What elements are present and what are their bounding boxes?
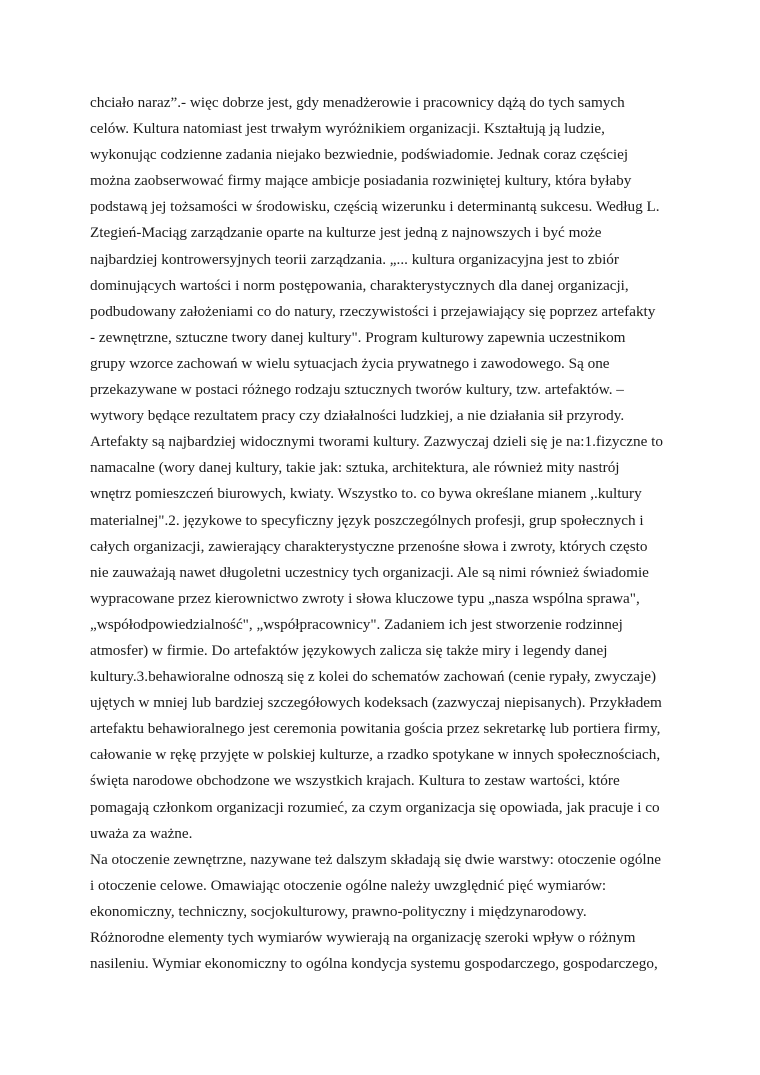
- text-line: artefaktu behawioralnego jest ceremonia powitania gościa przez sekretarkę lub portiera firmy,: [90, 720, 661, 738]
- text-line: celów. Kultura natomiast jest trwałym wyróżnikiem organizacji. Kształtują ją ludzie,: [90, 120, 605, 138]
- text-line: namacalne (wory danej kultury, takie jak: sztuka, architektura, ale również mity nastrój: [90, 459, 620, 477]
- text-line: pomagają członkom organizacji rozumieć, za czym organizacja się opowiada, jak pracuje i co: [90, 798, 660, 816]
- text-line: wytwory będące rezultatem pracy czy działalności ludzkiej, a nie działania sił przyrody.: [90, 407, 625, 425]
- text-line: grupy wzorce zachowań w wielu sytuacjach życia prywatnego i zawodowego. Są one: [90, 354, 610, 372]
- text-line: można zaobserwować firmy mające ambicje posiadania rozwiniętej kultury, która byłaby: [90, 172, 632, 190]
- text-line: Różnorodne elementy tych wymiarów wywierają na organizację szeroki wpływ o różnym: [90, 929, 636, 946]
- text-line: materialnej".2. językowe to specyficzny język poszczególnych profesji, grup społecznych i: [90, 511, 644, 529]
- text-line: chciało naraz”.- więc dobrze jest, gdy menadżerowie i pracownicy dążą do tych samych: [90, 94, 625, 111]
- text-line: wypracowane przez kierownictwo zwroty i słowa kluczowe typu „nasza wspólna sprawa",: [90, 589, 640, 607]
- text-line: nasileniu. Wymiar ekonomiczny to ogólna kondycja systemu gospodarczego, gospodarczego,: [90, 955, 658, 973]
- text-line: - zewnętrzne, sztuczne twory danej kultury". Program kulturowy zapewnia uczestnikom: [90, 328, 626, 346]
- text-line: wykonując codzienne zadania niejako bezwiednie, podświadomie. Jednak coraz częściej: [90, 146, 629, 164]
- text-line: Ztegień-Maciąg zarządzanie oparte na kulturze jest jedną z najnowszych i być może: [90, 224, 602, 242]
- text-line: uważa za ważne.: [90, 824, 193, 842]
- text-line: ekonomiczny, techniczny, socjokulturowy, prawno-polityczny i międzynarodowy.: [90, 902, 587, 920]
- text-line: najbardziej kontrowersyjnych teorii zarządzania. „... kultura organizacyjna jest to zbiór: [90, 250, 619, 268]
- text-line: ujętych w mniej lub bardziej szczegółowych kodeksach (zazwyczaj niepisanych). Przykładem: [90, 694, 662, 712]
- text-line: całych organizacji, zawierający charakterystyczne przenośne słowa i zwroty, których często: [90, 537, 648, 555]
- text-line: kultury.3.behawioralne odnoszą się z kolei do schematów zachowań (cenie rypały, zwyczaje): [90, 668, 657, 686]
- text-line: nie zauważają nawet długoletni uczestnicy tych organizacji. Ale są nimi również świadomie: [90, 563, 649, 581]
- text-line: i otoczenie celowe. Omawiając otoczenie ogólne należy uwzględnić pięć wymiarów:: [90, 876, 607, 894]
- body-text: [90, 90, 690, 977]
- text-line: wnętrz pomieszczeń biurowych, kwiaty. Wszystko to. co bywa określane mianem ,.kultury: [90, 485, 642, 503]
- text-line: święta narodowe obchodzone we wszystkich krajach. Kultura to zestaw wartości, które: [90, 772, 620, 790]
- text-line: podbudowany założeniami co do natury, rzeczywistości i przejawiający się poprzez artefakty: [90, 302, 656, 320]
- text-line: całowanie w rękę przyjęte w polskiej kulturze, a rzadko spotykane w innych społecznościach,: [90, 746, 661, 764]
- text-line: dominujących wartości i norm postępowania, charakterystycznych dla danej organizacji,: [90, 276, 629, 294]
- text-line: „współodpowiedzialność", „współpracownicy". Zadaniem ich jest stworzenie rodzinnej: [90, 615, 623, 633]
- text-line: atmosfer) w firmie. Do artefaktów językowych zalicza się także miry i legendy danej: [90, 641, 608, 659]
- text-line: Na otoczenie zewnętrzne, nazywane też dalszym składają się dwie warstwy: otoczenie ogólne: [90, 850, 661, 868]
- text-line: przekazywane w postaci różnego rodzaju sztucznych tworów kultury, tzw. artefaktów. –: [90, 381, 624, 399]
- text-line: Artefakty są najbardziej widocznymi tworami kultury. Zazwyczaj dzieli się je na:1.fizyczne to: [90, 433, 663, 451]
- text-line: podstawą jej tożsamości w środowisku, częścią wizerunku i determinantą sukcesu. Według L.: [90, 198, 660, 216]
